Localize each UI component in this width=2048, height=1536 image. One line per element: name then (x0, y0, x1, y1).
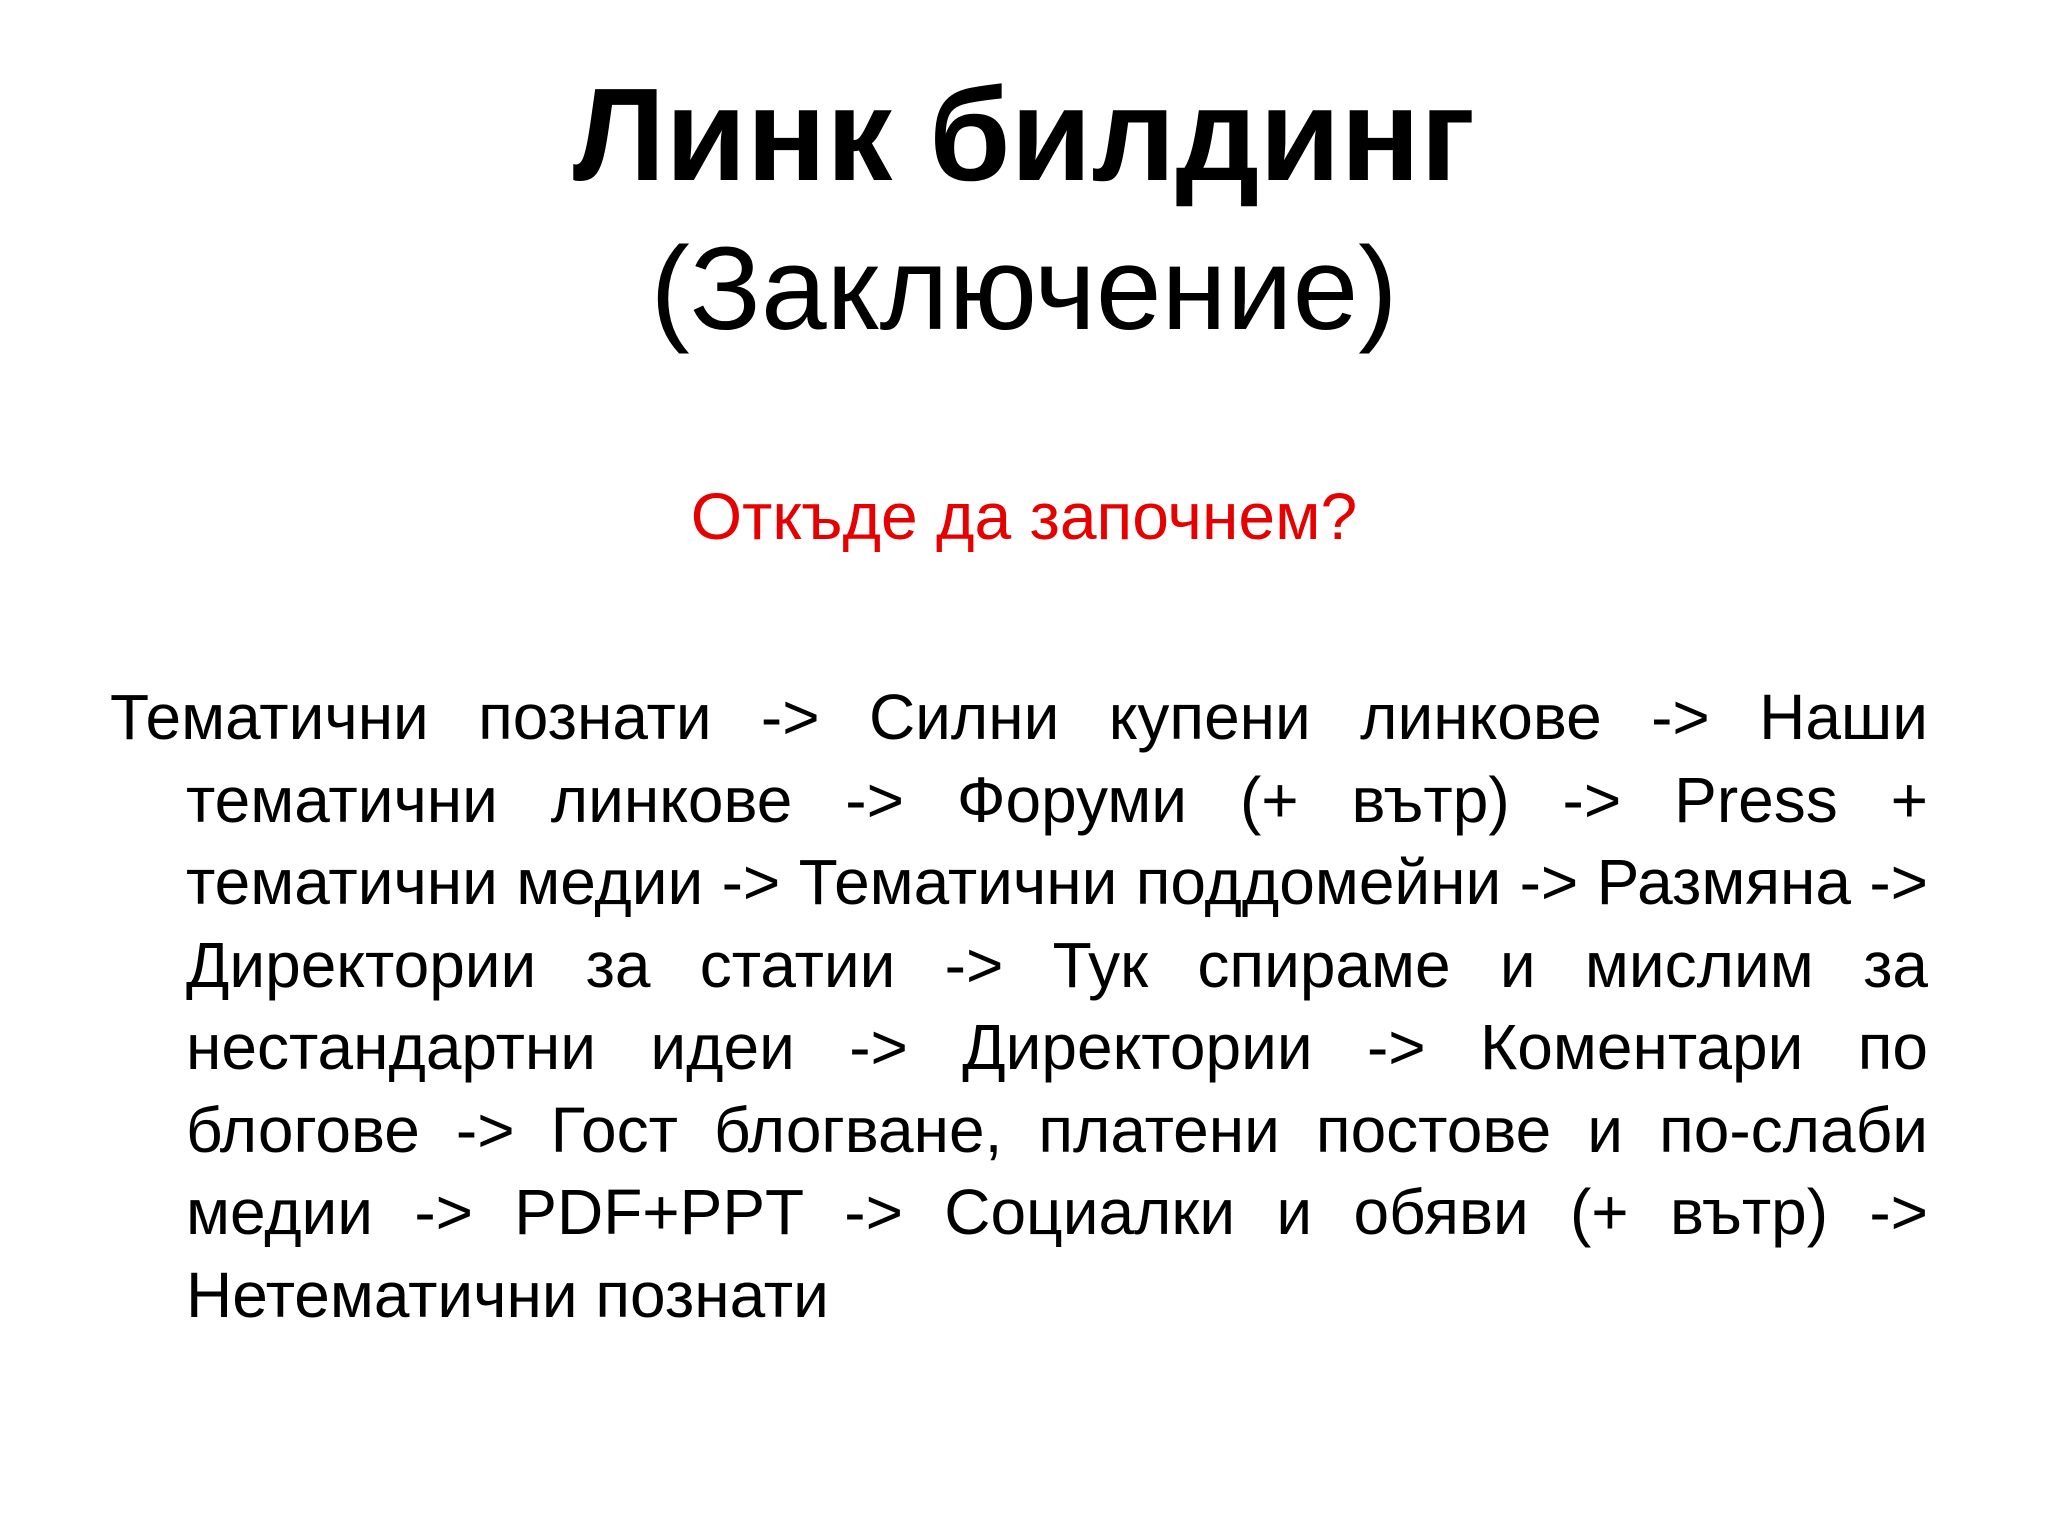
title-main: Линк билдинг (572, 61, 1476, 208)
subtitle-question: Откъде да започнем? (690, 479, 1358, 553)
title-sub: (Заключение) (650, 223, 1398, 355)
body-paragraph: Тематични познати -> Силни купени линкове -> Наши тематични линкове -> Форуми (+ вътр) -> Press + тематични медии -> Тематични поддомейни -> Размяна -> Директории за статии -> Тук спираме и мислим за нестандартни идеи -> Директории -> Коментари по блогове -> Гост блогване, платени постове и по-слаби медии -> PDF+PPT -> Социалки и обяви (+ вътр) -> Нетематични познати (110, 681, 1928, 1331)
slide-title (0, 58, 2048, 366)
